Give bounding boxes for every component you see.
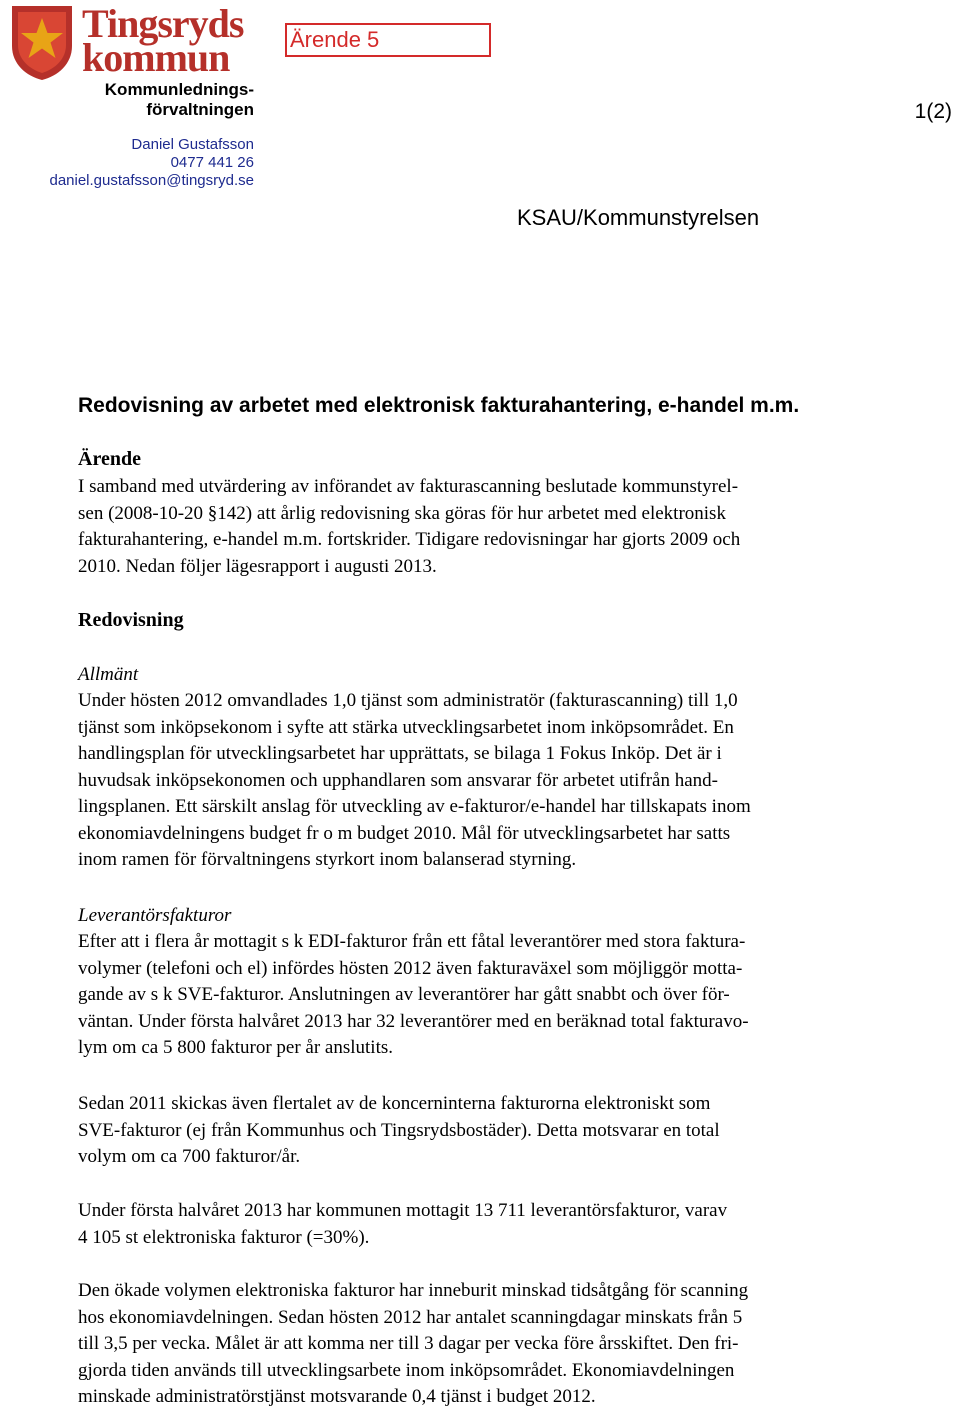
contact-email: daniel.gustafsson@tingsryd.se bbox=[49, 172, 254, 189]
logo-wordmark-line1: Tingsryds bbox=[82, 1, 244, 46]
paragraph-line: gande av s k SVE-fakturor. Anslutningen av leverantörer har gått snabbt och över för- bbox=[78, 984, 730, 1005]
contact-phone: 0477 441 26 bbox=[170, 154, 254, 171]
paragraph-line: SVE-fakturor (ej från Kommunhus och Tingsrydsbostäder). Detta motsvarar en total bbox=[78, 1119, 720, 1141]
paragraph-line: inom ramen för förvaltningens styrkort inom balanserad styrning. bbox=[78, 849, 577, 870]
scanning-paragraph bbox=[78, 1278, 908, 1411]
paragraph-line: gjorda tiden används till utvecklingsarbete inom inköpsområdet. Ekonomiavdelningen bbox=[78, 1359, 735, 1381]
paragraph-line: volymer (telefoni och el) infördes hösten 2012 även fakturaväxel som möjliggör motta- bbox=[78, 957, 743, 979]
paragraph-line: fakturahantering, e-handel m.m. fortskrider. Tidigare redovisningar har gjorts 2009 och bbox=[78, 529, 741, 550]
paragraph-line: Under hösten 2012 omvandlades 1,0 tjänst som administratör (fakturascanning) till 1,0 bbox=[78, 690, 738, 711]
paragraph-line: minskade administratörstjänst motsvarande 0,4 tjänst i budget 2012. bbox=[78, 1386, 596, 1407]
municipality-shield-logo bbox=[8, 2, 76, 82]
paragraph-line: huvudsak inköpsekonomen och upphandlaren som ansvarar för arbetet utifrån hand- bbox=[78, 769, 718, 791]
subheading-allmant: Allmänt bbox=[78, 664, 139, 685]
paragraph-line: ekonomiavdelningens budget fr o m budget 2010. Mål för utvecklingsarbetet har satts bbox=[78, 822, 731, 844]
paragraph-line: sen (2008-10-20 §142) att årlig redovisning ska göras för hur arbetet med elektronisk bbox=[78, 502, 726, 524]
paragraph-line: till 3,5 per vecka. Målet är att komma ner till 3 dagar per vecka före årsskiftet. Den fri- bbox=[78, 1333, 739, 1354]
leverantorsfakturor-count-paragraph bbox=[78, 1198, 908, 1251]
paragraph-line: volym om ca 700 fakturor/år. bbox=[78, 1146, 301, 1167]
contact-name: Daniel Gustafsson bbox=[131, 136, 254, 153]
paragraph-line: Under första halvåret 2013 har kommunen mottagit 13 711 leverantörsfakturor, varav bbox=[78, 1200, 728, 1221]
subheading-leverantorsfakturor: Leverantörsfakturor bbox=[78, 905, 232, 926]
department-name-line1: Kommunlednings- bbox=[104, 80, 254, 99]
paragraph-line: 2010. Nedan följer lägesrapport i augusti 2013. bbox=[78, 555, 437, 577]
paragraph-line: Sedan 2011 skickas även flertalet av de koncerninterna fakturorna elektroniskt som bbox=[78, 1093, 711, 1114]
paragraph-line: handlingsplan för utvecklingsarbetet har upprättats, se bilaga 1 Fokus Inköp. Det är i bbox=[78, 743, 722, 764]
document-title: Redovisning av arbetet med elektronisk fakturahantering, e-handel m.m. bbox=[78, 394, 800, 417]
paragraph-line: väntan. Under första halvåret 2013 har 32 leverantörer med en beräknad total fakturavo- bbox=[78, 1010, 749, 1032]
paragraph-line: Den ökade volymen elektroniska fakturor har inneburit minskad tidsåtgång för scanning bbox=[78, 1280, 749, 1301]
leverantor-paragraph bbox=[78, 929, 908, 1062]
section-heading-redovisning: Redovisning bbox=[78, 609, 184, 631]
section-heading-arende: Ärende bbox=[78, 448, 141, 470]
allmant-paragraph bbox=[78, 688, 908, 874]
case-number-label: Ärende 5 bbox=[290, 27, 380, 52]
arende-paragraph bbox=[78, 474, 908, 580]
department-name-line2: förvaltningen bbox=[146, 100, 254, 119]
koncerninterna-paragraph bbox=[78, 1091, 908, 1171]
paragraph-line: I samband med utvärdering av införandet av fakturascanning beslutade kommunstyrel- bbox=[78, 476, 739, 497]
paragraph-line: lym om ca 5 800 fakturor per år anslutits. bbox=[78, 1037, 394, 1058]
paragraph-line: Efter att i flera år mottagit s k EDI-fakturor från ett fåtal leverantörer med stora faktura- bbox=[78, 931, 746, 952]
page-number: 1(2) bbox=[914, 100, 952, 123]
recipient-label: KSAU/Kommunstyrelsen bbox=[517, 205, 760, 230]
logo-wordmark-line2: kommun bbox=[82, 35, 230, 80]
paragraph-line: lingsplanen. Ett särskilt anslag för utveckling av e-fakturor/e-handel har tillskapats inom bbox=[78, 796, 751, 817]
paragraph-line: tjänst som inköpsekonom i syfte att stärka utvecklingsarbetet inom inköpsområdet. En bbox=[78, 716, 734, 738]
paragraph-line: 4 105 st elektroniska fakturor (=30%). bbox=[78, 1226, 370, 1248]
paragraph-line: hos ekonomiavdelningen. Sedan hösten 2012 har antalet scanningdagar minskats från 5 bbox=[78, 1306, 743, 1328]
